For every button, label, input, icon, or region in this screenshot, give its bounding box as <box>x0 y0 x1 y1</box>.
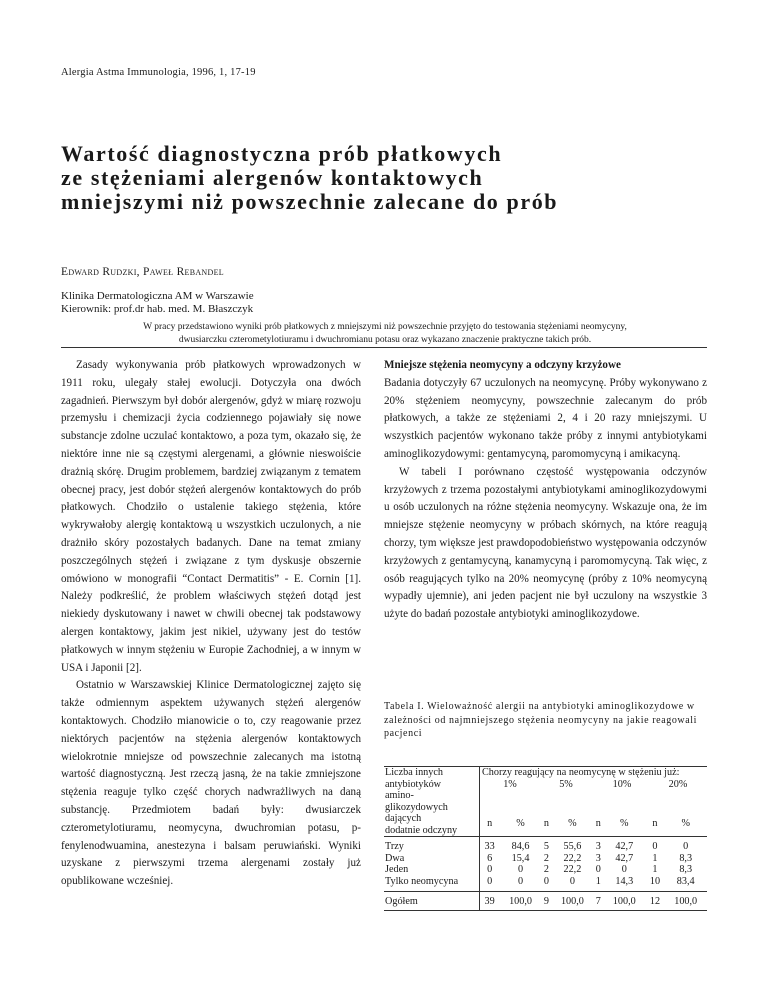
group-header: Chorzy reagujący na neomycynę w stężeniu już: 1% 5% 10% 20% <box>480 767 708 795</box>
table-row <box>384 864 707 876</box>
header-divider <box>61 347 707 348</box>
concentration-header: 10% <box>612 778 632 790</box>
table-cell: 15,4 <box>511 852 530 864</box>
table-cell: 2 <box>543 852 549 864</box>
row-label: Ogółem <box>384 892 480 911</box>
table-cell: 22,2 <box>563 852 582 864</box>
title-line: ze stężeniami alergenów kontaktowych <box>61 165 484 190</box>
table-cell: 0 <box>569 875 575 887</box>
table-cell: 8,3 <box>679 864 693 875</box>
table-cell: 100,0 <box>551 892 593 911</box>
table-cell: 100,0 <box>499 892 541 911</box>
table-cell: 100,0 <box>664 892 707 911</box>
abstract-line: dwusiarczku czterometylotiuramu i dwuchromianu potasu oraz wykazano znaczenie praktyczne takich prób. <box>178 335 592 345</box>
table-cell: 22,2 <box>563 864 582 875</box>
sub-header: % <box>568 818 577 830</box>
table-cell: 0 <box>517 864 524 875</box>
table-cell: 100,0 <box>603 892 645 911</box>
table-cell: 0 <box>664 837 707 853</box>
table-cell: 1 <box>652 852 658 864</box>
table-row <box>384 837 707 853</box>
table-total-row <box>384 892 707 911</box>
row-label: Jeden <box>384 864 480 876</box>
sub-header: % <box>681 818 690 830</box>
table-cell: 8,3 <box>679 852 693 864</box>
table-cell: 12 <box>646 892 665 911</box>
title-line: mniejszymi niż powszechnie zalecane do prób <box>61 189 559 214</box>
abstract-line: W pracy przedstawiono wyniki prób płatkowych z mniejszymi niż powszechnie przyjęto do testowania stężeniami neomycyny, <box>143 322 627 332</box>
table-cell: 42,7 <box>603 837 645 853</box>
table-caption: Tabela I. Wieloważność alergii na antybiotyki aminoglikozydowe w zależności od najmniejszego stężenia neomycyny na jakie reagowali pacjenci <box>384 701 698 739</box>
body-paragraph: W tabeli I porównano częstość występowania odczynów krzyżowych z trzema pozostałymi antybiotykami aminoglikozydowymi u osób uczulonych na różne stężenia neomycyny. Wskazuje ona, że im mniejsze stężenie neomycyny w próbach skórnych, na które reagują chorzy, tym większe jest prawdopodobieństwo występowania odczynów krzyżowych z gentamycyną, kanamycyną i paromomycyną. Tak więc, z osób reagujących tylko na 20% neomycynę (próby z 10% neomycyną wypadły ujemnie), ani jeden pacjent nie był uczulony na wszystkie 3 użyte do badań pozostałe antybiotyki aminoglikozydowe. <box>384 465 707 621</box>
affiliation <box>61 290 254 316</box>
row-header-cell: Liczba innych antybiotyków amino- glikozydowych dających dodatnie odczyny <box>384 767 480 837</box>
table-cell: 0 <box>646 837 665 853</box>
authors: Edward Rudzki, Paweł Rebandel <box>61 266 224 278</box>
table-cell: 42,7 <box>615 852 634 864</box>
row-label: Tylko neomycyna <box>384 876 480 892</box>
row-label: Trzy <box>384 837 480 853</box>
row-label: Dwa <box>384 853 480 865</box>
table-cell: 10 <box>649 875 661 887</box>
affiliation-line: Klinika Dermatologiczna AM w Warszawie <box>61 290 254 302</box>
left-column <box>61 357 361 891</box>
table-cell: 0 <box>517 875 524 887</box>
concentration-header: 5% <box>559 778 573 790</box>
body-paragraph: Badania dotyczyły 67 uczulonych na neomycynę. Próby wykonywano z 20% stężeniem neomycyny, powszechnie zalecanym do prób płatkowych, a także ze stężeniami 2, 4 i 20 razy mniejszymi. U wszystkich pacjentów wykonano także próby z innymi antybiotykami aminoglikozydowymi: gentamycyną, paromomycyną i amikacyną. <box>384 376 707 460</box>
body-paragraph: Zasady wykonywania prób płatkowych wprowadzonych w 1911 roku, ulegały stałej ewolucji. Dotyczyła ona dwóch zagadnień. Pierwszym był dobór alergenów, gdyż w miarę rozwoju przemysłu i chemizacji życia codziennego pojawiały się nowe substancje zdolne uczulać kontaktowo, a poza tym, okazało się, że niektóre inne nie są częstymi alergenami, a głównie nieswoiście drażnią skórę. Drugim problemem, bardziej związanym z tematem obecnej pracy, jest dobór stężeń alergenów kontaktowych do prób płatkowych. Chodziło o ustalenie takiego stężenia, które wykrywałoby alergię kontaktową u wszystkich uczulonych, a nie drażniło skóry pozostałych badanych. Dane na temat zmiany poszczególnych stężeń i związane z tym dyskusje obszernie omówiono w monografii “Contact Dermatitis” - E. Cornin [1]. Należy podkreślić, że problem właściwych stężeń dotąd jest niekiedy dyskutowany i nawet w chwili obecnej tak podstawowy alergen kontaktowy, jakim jest nikiel, używany jest do testów płatkowych w innym stężeniu w Europie Zachodniej, a w innym w USA i Japonii [2]. <box>61 359 361 674</box>
table-row <box>384 876 707 892</box>
table-cell: 33 <box>480 837 500 853</box>
table-cell: 0 <box>595 864 601 875</box>
body-paragraph: Ostatnio w Warszawskiej Klinice Dermatologicznej zajęto się także odmiennym aspektem używanych stężeń alergenów kontaktowych. Chodziło mianowicie o to, czy reagowanie przez niektórych pacjentów na stężenia alergenów kontaktowych wielokrotnie mniejsze od powszechnie zalecanych ma istotną wartość diagnostyczną. Jest rzeczą jasną, że na takie zmniejszone stężenia reaguje tylko część chorych nadwrażliwych na daną substancję. Przedmiotem badań były: dwusiarczek czterometylotiuramu, neomycyna, dwuchromian potasu, p-fenylenodwuamina, anestezyna i balsam peruwiański. Wyniki uzyskane z pierwszymi trzema alergenami zostały już opublikowane wcześniej. <box>61 679 361 888</box>
sub-header: n <box>543 818 549 830</box>
table-cell: 3 <box>594 837 603 853</box>
table-cell: 6 <box>487 852 493 864</box>
table-cell: 5 <box>542 837 551 853</box>
table-cell: 84,6 <box>499 837 541 853</box>
sub-header: % <box>516 818 525 830</box>
table-cell: 2 <box>543 864 549 875</box>
concentration-header: 20% <box>668 778 688 790</box>
journal-citation: Alergia Astma Immunologia, 1996, 1, 17-19 <box>61 67 256 78</box>
concentration-header: 1% <box>503 778 517 790</box>
affiliation-line: Kierownik: prof.dr hab. med. M. Błaszczyk <box>61 303 254 315</box>
sub-header: n <box>487 818 493 830</box>
table-cell: 1 <box>595 875 601 887</box>
table-cell: 9 <box>542 892 551 911</box>
table-cell: 3 <box>595 852 601 864</box>
concentration-headers <box>482 779 707 791</box>
table-cell: 55,6 <box>551 837 593 853</box>
table-cell: 0 <box>621 864 627 875</box>
table-cell: 0 <box>543 875 549 887</box>
article-title <box>61 142 558 214</box>
table-cell: 14,3 <box>615 875 634 887</box>
abstract <box>75 321 695 347</box>
table-cell: 0 <box>487 875 493 887</box>
section-heading: Mniejsze stężenia neomycyny a odczyny krzyżowe <box>384 359 621 371</box>
sub-header: n <box>595 818 601 830</box>
sub-header: n <box>652 818 658 830</box>
table-row <box>384 853 707 865</box>
table-cell: 7 <box>594 892 603 911</box>
sub-header: % <box>620 818 629 830</box>
right-column <box>384 357 707 624</box>
title-line: Wartość diagnostyczna prób płatkowych <box>61 141 503 166</box>
data-table <box>384 766 707 911</box>
table-cell: 39 <box>480 892 500 911</box>
table-cell: 83,4 <box>676 875 695 887</box>
table-cell: 1 <box>652 864 658 875</box>
table-cell: 0 <box>487 864 493 875</box>
